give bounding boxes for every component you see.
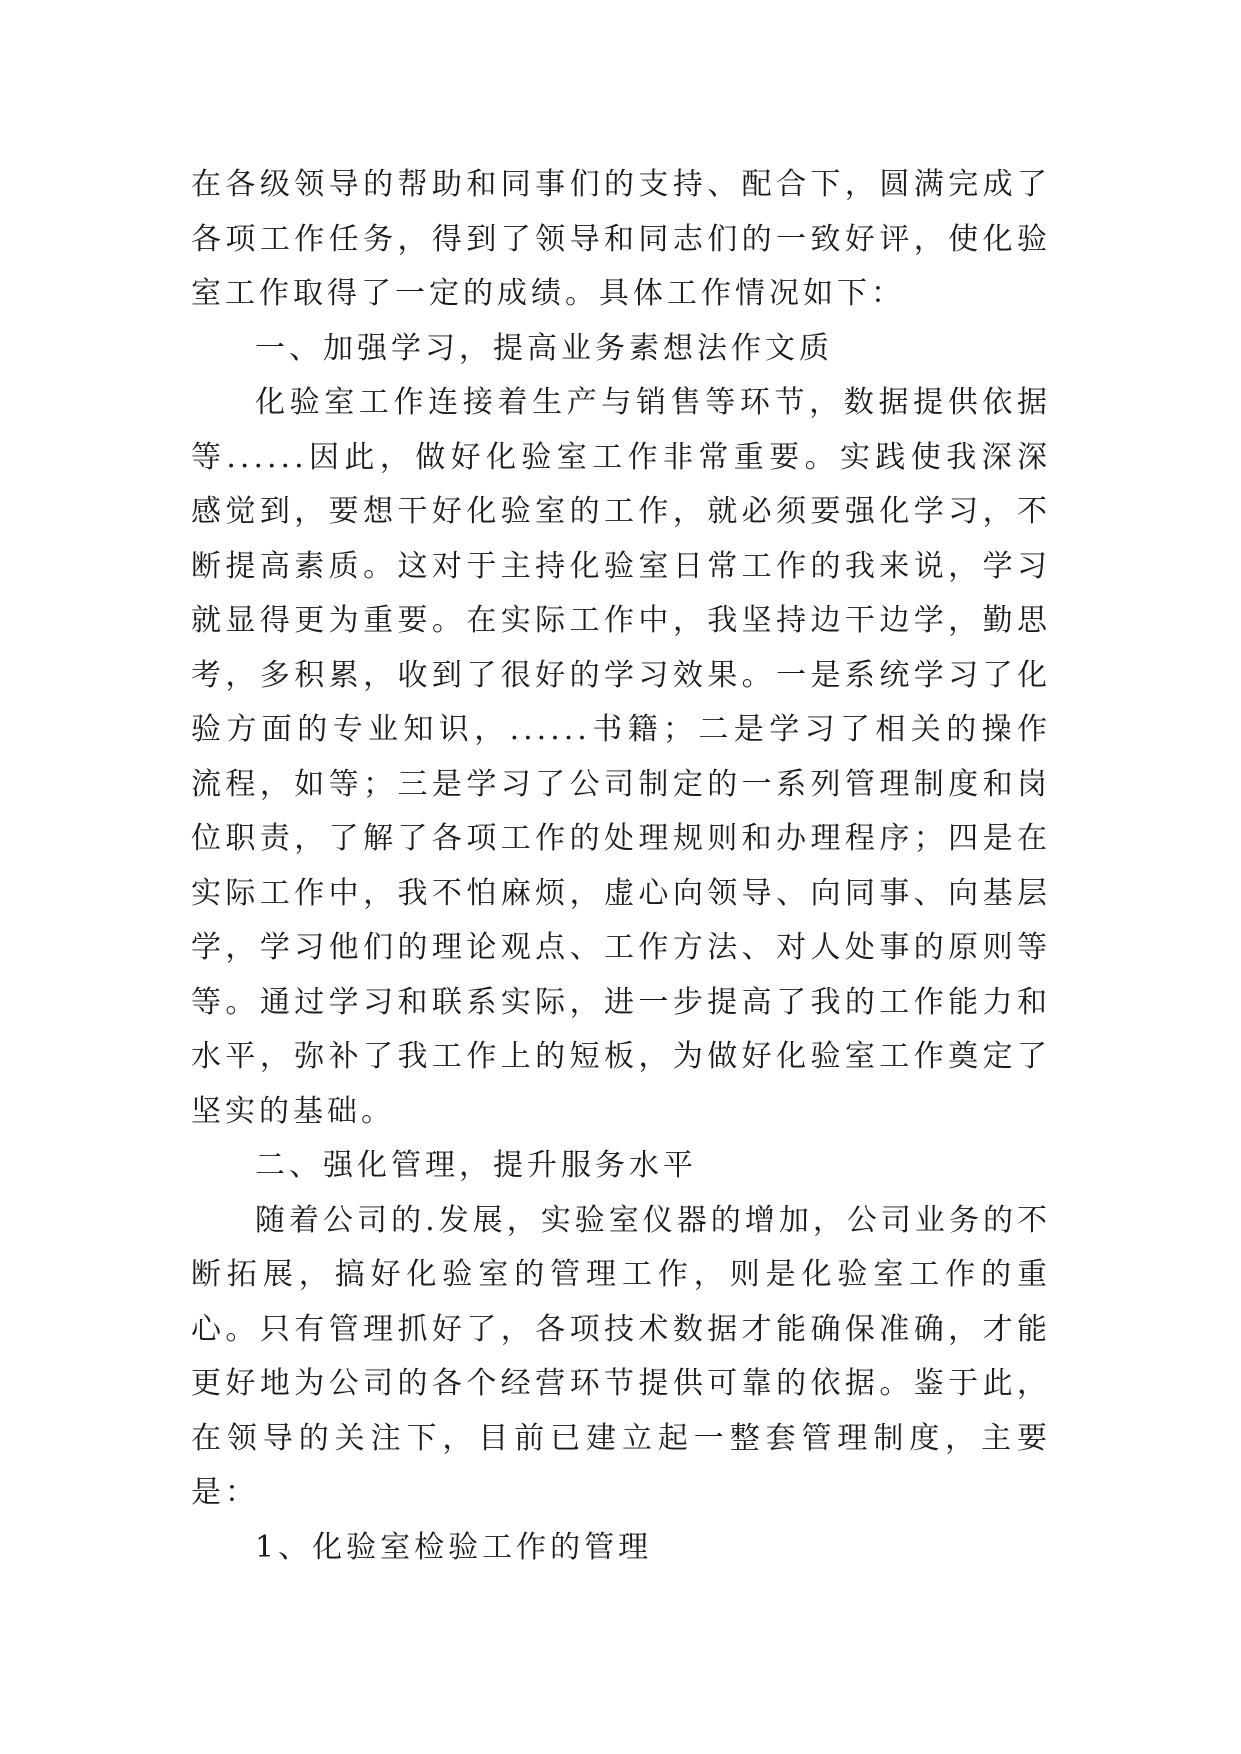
paragraph-intro-continuation: 在各级领导的帮助和同事们的支持、配合下，圆满完成了各项工作任务，得到了领导和同志们的一致好评，使化验室工作取得了一定的成绩。具体工作情况如下： bbox=[191, 167, 1051, 311]
section-heading-management: 二、强化管理，提升服务水平 bbox=[255, 1148, 697, 1183]
paragraph-management-details: 随着公司的.发展，实验室仪器的增加，公司业务的不断拓展，搞好化验室的管理工作，则是化验室工作的重心。只有管理抓好了，各项技术数据才能确保准确，才能更好地为公司的各个经营环节提供可靠的依据。鉴于此，在领导的关注下，目前已建立起一整套管理制度，主要是： bbox=[191, 1202, 1051, 1510]
subsection-heading-inspection: 1、化验室检验工作的管理 bbox=[255, 1529, 653, 1565]
paragraph-study-details: 化验室工作连接着生产与销售等环节，数据提供依据等......因此，做好化验室工作非常重要。实践使我深深感觉到，要想干好化验室的工作，就必须要强化学习，不断提高素质。这对于主持化验室日常工作的我来说，学习就显得更为重要。在实际工作中，我坚持边干边学，勤思考，多积累，收到了很好的学习效果。一是系统学习了化验方面的专业知识，......书籍；二是学习了相关的操作流程，如等；三是学习了公司制定的一系列管理制度和岗位职责，了解了各项工作的处理规则和办理程序；四是在实际工作中，我不怕麻烦，虚心向领导、向同事、向基层学，学习他们的理论观点、工作方法、对人处事的原则等等。通过学习和联系实际，进一步提高了我的工作能力和水平，弥补了我工作上的短板，为做好化验室工作奠定了坚实的基础。 bbox=[191, 385, 1051, 1129]
section-heading-study: 一、加强学习，提高业务素想法作文质 bbox=[255, 330, 833, 366]
document-body bbox=[191, 158, 1051, 1575]
